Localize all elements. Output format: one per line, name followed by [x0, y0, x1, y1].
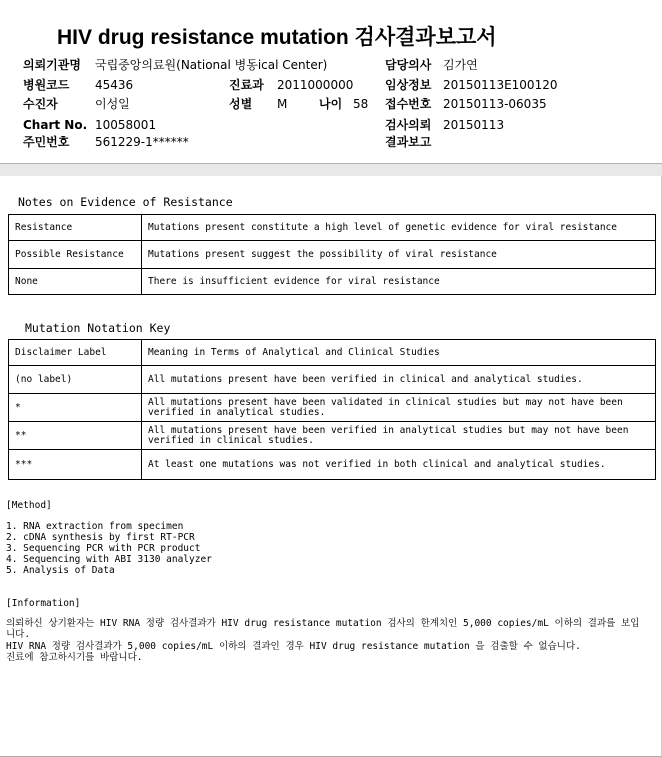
- evidence-text-cell: There is insufficient evidence for viral resistance: [142, 269, 656, 295]
- resident-no-label: 주민번호: [23, 135, 70, 149]
- request-date-label: 검사의뢰: [385, 118, 432, 132]
- notation-text-cell: All mutations present have been verified in analytical studies but may not have been verified in clinical studies.: [142, 422, 656, 450]
- notation-header-label: Disclaimer Label: [9, 340, 142, 366]
- clinical-info-label: 임상정보: [385, 78, 432, 92]
- evidence-label-cell: Possible Resistance: [9, 241, 142, 269]
- request-date-value: 20150113: [443, 118, 505, 132]
- method-step: 5. Analysis of Data: [6, 565, 115, 576]
- notation-text-cell: All mutations present have been verified in clinical and analytical studies.: [142, 366, 656, 394]
- notation-section-title: Mutation Notation Key: [25, 321, 171, 335]
- information-line: HIV RNA 정량 검사결과가 5,000 copies/mL 이하의 결과인 경우 HIV drug resistance mutation 을 검출할 수 없습니다.: [6, 641, 581, 652]
- method-step: 2. cDNA synthesis by first RT-PCR: [6, 532, 195, 543]
- table-row: [9, 450, 656, 480]
- section-divider: [0, 163, 662, 177]
- report-header: [0, 0, 662, 163]
- notation-label-cell: ***: [9, 450, 142, 480]
- table-row: [9, 394, 656, 422]
- report-body: [0, 176, 662, 757]
- method-step: 4. Sequencing with ABI 3130 analyzer: [6, 554, 212, 565]
- patient-label: 수진자: [23, 97, 58, 111]
- report-title: HIV drug resistance mutation 검사결과보고서: [57, 26, 497, 49]
- table-row: [9, 422, 656, 450]
- clinical-info-value: 20150113E100120: [443, 78, 558, 92]
- notation-text-cell: At least one mutations was not verified in both clinical and analytical studies.: [142, 450, 656, 480]
- notation-label-cell: *: [9, 394, 142, 422]
- table-row: [9, 215, 656, 241]
- method-step: 3. Sequencing PCR with PCR product: [6, 543, 201, 554]
- evidence-section-title: Notes on Evidence of Resistance: [18, 195, 233, 209]
- information-line: 의뢰하신 상기환자는 HIV RNA 정량 검사결과가 HIV drug resistance mutation 검사의 한계치인 5,000 copies/mL 이하의 결과를 보입니다.: [6, 618, 640, 640]
- requesting-institution-value: 국립중앙의료원(National 병동ical Center): [95, 58, 328, 72]
- age-label: 나이: [319, 97, 343, 111]
- doctor-label: 담당의사: [385, 58, 432, 72]
- chart-no-label: Chart No.: [23, 118, 88, 132]
- evidence-label-cell: None: [9, 269, 142, 295]
- sex-value: M: [277, 97, 288, 111]
- table-row: [9, 366, 656, 394]
- hospital-code-value: 45436: [95, 78, 134, 92]
- chart-no-value: 10058001: [95, 118, 157, 132]
- evidence-text-cell: Mutations present suggest the possibility of viral resistance: [142, 241, 656, 269]
- requesting-institution-label: 의뢰기관명: [23, 58, 81, 72]
- doctor-value: 김가연: [443, 58, 478, 72]
- table-row: [9, 340, 656, 366]
- notation-label-cell: (no label): [9, 366, 142, 394]
- evidence-label-cell: Resistance: [9, 215, 142, 241]
- table-row: [9, 241, 656, 269]
- dept-label: 진료과: [229, 78, 264, 92]
- report-label: 결과보고: [385, 135, 432, 149]
- evidence-table: [8, 214, 656, 295]
- receipt-no-label: 접수번호: [385, 97, 432, 111]
- evidence-text-cell: Mutations present constitute a high level of genetic evidence for viral resistance: [142, 215, 656, 241]
- resident-no-value: 561229-1******: [95, 135, 189, 149]
- method-title: [Method]: [6, 500, 52, 511]
- notation-table: [8, 339, 656, 480]
- sex-label: 성별: [229, 97, 253, 111]
- notation-text-cell: All mutations present have been validated in clinical studies but may not have been verified in analytical studies.: [142, 394, 656, 422]
- table-row: [9, 269, 656, 295]
- dept-value: 2011000000: [277, 78, 354, 92]
- age-value: 58: [353, 97, 369, 111]
- hospital-code-label: 병원코드: [23, 78, 70, 92]
- receipt-no-value: 20150113-06035: [443, 97, 547, 111]
- notation-label-cell: **: [9, 422, 142, 450]
- information-line: 진료에 참고하시기를 바랍니다.: [6, 652, 143, 663]
- information-title: [Information]: [6, 598, 81, 609]
- patient-value: 이성일: [95, 97, 130, 111]
- notation-header-text: Meaning in Terms of Analytical and Clinical Studies: [142, 340, 656, 366]
- method-step: 1. RNA extraction from specimen: [6, 521, 184, 532]
